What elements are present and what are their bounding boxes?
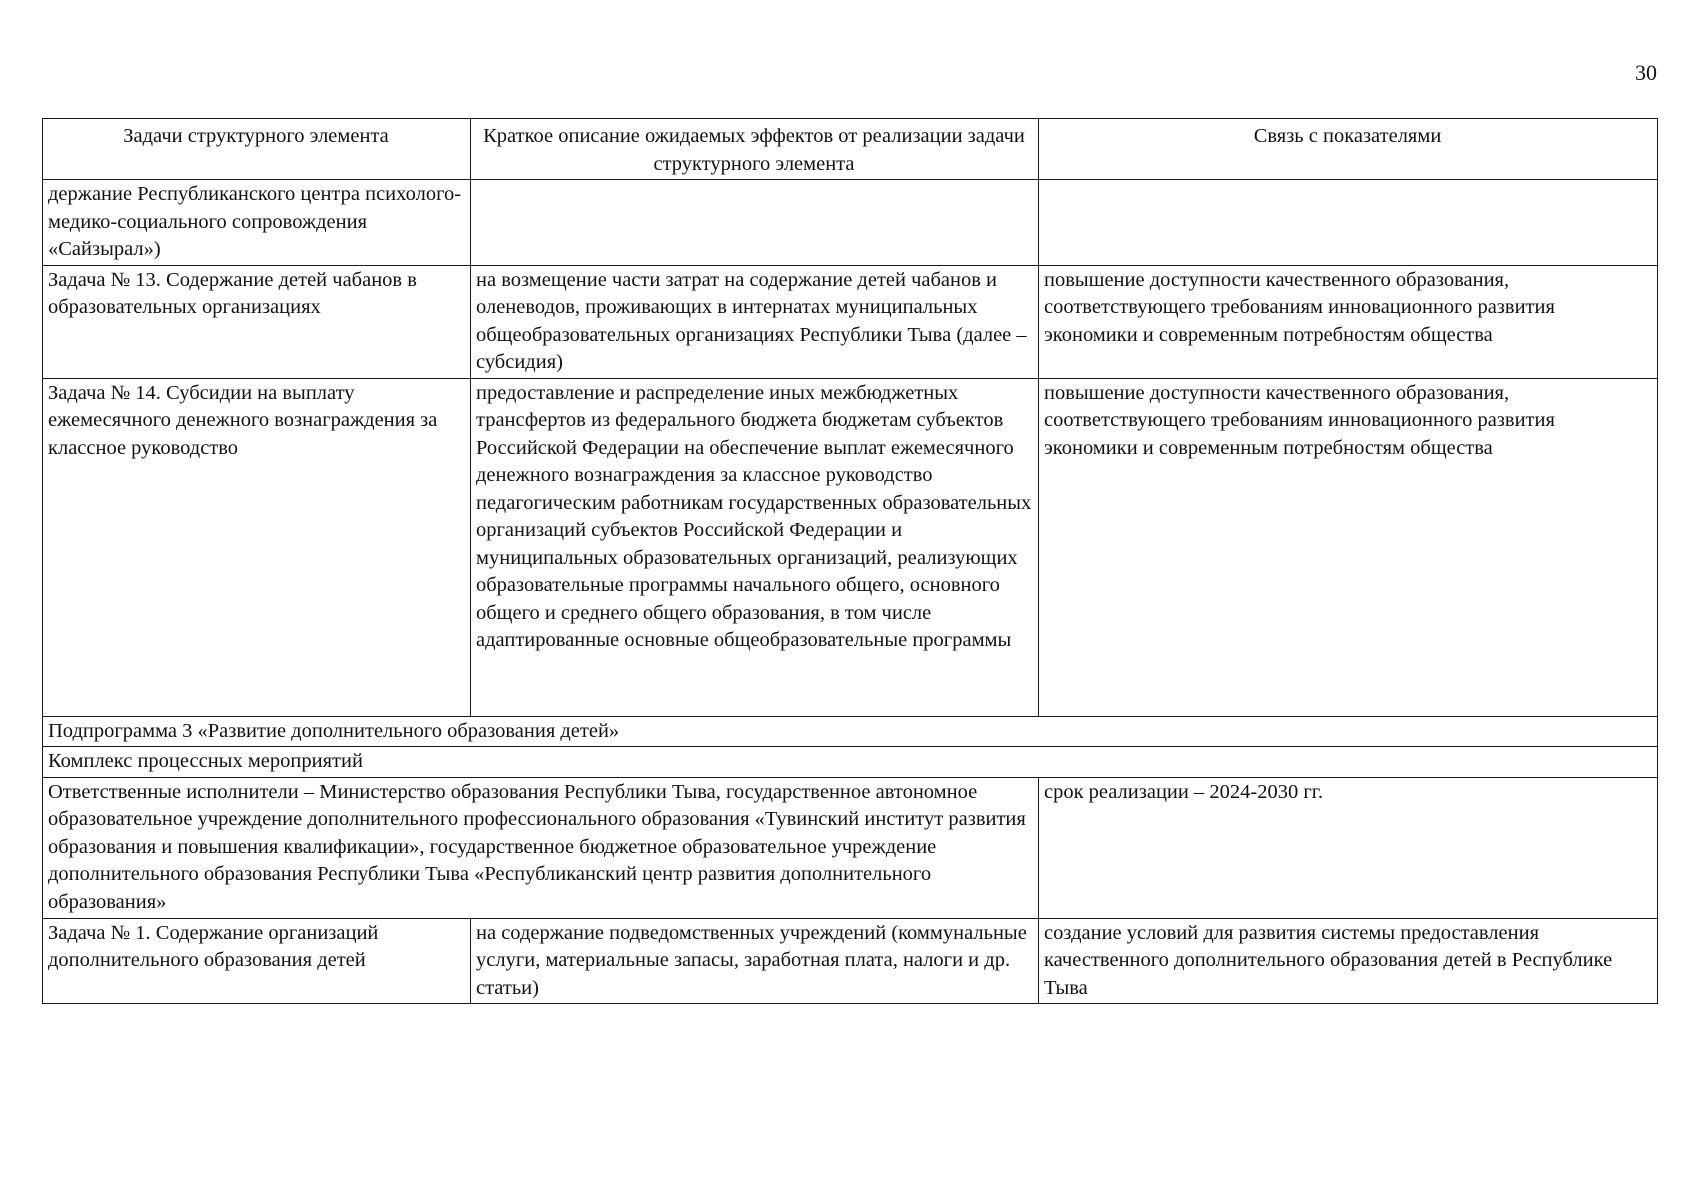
task-cell: Задача № 13. Содержание детей чабанов в образовательных организациях xyxy=(43,265,471,378)
link-cell: повышение доступности качественного образования, соответствующего требованиям инновационного развития экономики и современным потребностям общества xyxy=(1039,378,1658,716)
link-cell: повышение доступности качественного образования, соответствующего требованиям инновационного развития экономики и современным потребностям общества xyxy=(1039,265,1658,378)
description-cell: на содержание подведомственных учреждений (коммунальные услуги, материальные запасы, заработная плата, налоги и др. статьи) xyxy=(471,918,1039,1004)
table-header-row xyxy=(43,119,1658,180)
complex-row xyxy=(43,747,1658,778)
responsible-cell: Ответственные исполнители – Министерство образования Республики Тыва, государственное автономное образовательное учреждение дополнительного профессионального образования «Тувинский институт развития образования и повышения квалификации», государственное бюджетное образовательное учреждение дополнительного образования Республики Тыва «Республиканский центр развития дополнительного образования» xyxy=(43,777,1039,918)
link-cell: создание условий для развития системы предоставления качественного дополнительного образования детей в Республике Тыва xyxy=(1039,918,1658,1004)
description-cell xyxy=(471,180,1039,266)
complex-title: Комплекс процессных мероприятий xyxy=(43,747,1658,778)
term-cell: срок реализации – 2024-2030 гг. xyxy=(1039,777,1658,918)
table-row xyxy=(43,180,1658,266)
header-description: Краткое описание ожидаемых эффектов от реализации задачи структурного элемента xyxy=(471,119,1039,180)
subprogram-row xyxy=(43,716,1658,747)
table-row xyxy=(43,378,1658,716)
page-number: 30 xyxy=(1635,60,1657,85)
description-cell: предоставление и распределение иных межбюджетных трансфертов из федерального бюджета бюджетам субъектов Российской Федерации на обеспечение выплат ежемесячного денежного вознаграждения за классное руководство педагогическим работникам государственных образовательных организаций субъектов Российской Федерации и муниципальных образовательных организаций, реализующих образовательные программы начального общего, основного общего и среднего общего образования, в том числе адаптированные основные общеобразовательные программы xyxy=(471,378,1039,716)
task-cell: держание Республиканского центра психолого-медико-социального сопровождения «Сайзырал») xyxy=(43,180,471,266)
subprogram-title: Подпрограмма 3 «Развитие дополнительного образования детей» xyxy=(43,716,1658,747)
table-row xyxy=(43,265,1658,378)
task-cell: Задача № 14. Субсидии на выплату ежемесячного денежного вознаграждения за классное руководство xyxy=(43,378,471,716)
header-tasks: Задачи структурного элемента xyxy=(43,119,471,180)
description-cell: на возмещение части затрат на содержание детей чабанов и оленеводов, проживающих в интернатах муниципальных общеобразовательных организациях Республики Тыва (далее – субсидия) xyxy=(471,265,1039,378)
header-link: Связь с показателями xyxy=(1039,119,1658,180)
task-cell: Задача № 1. Содержание организаций дополнительного образования детей xyxy=(43,918,471,1004)
document-table xyxy=(42,118,1658,1004)
responsible-row xyxy=(43,777,1658,918)
link-cell xyxy=(1039,180,1658,266)
table-row xyxy=(43,918,1658,1004)
